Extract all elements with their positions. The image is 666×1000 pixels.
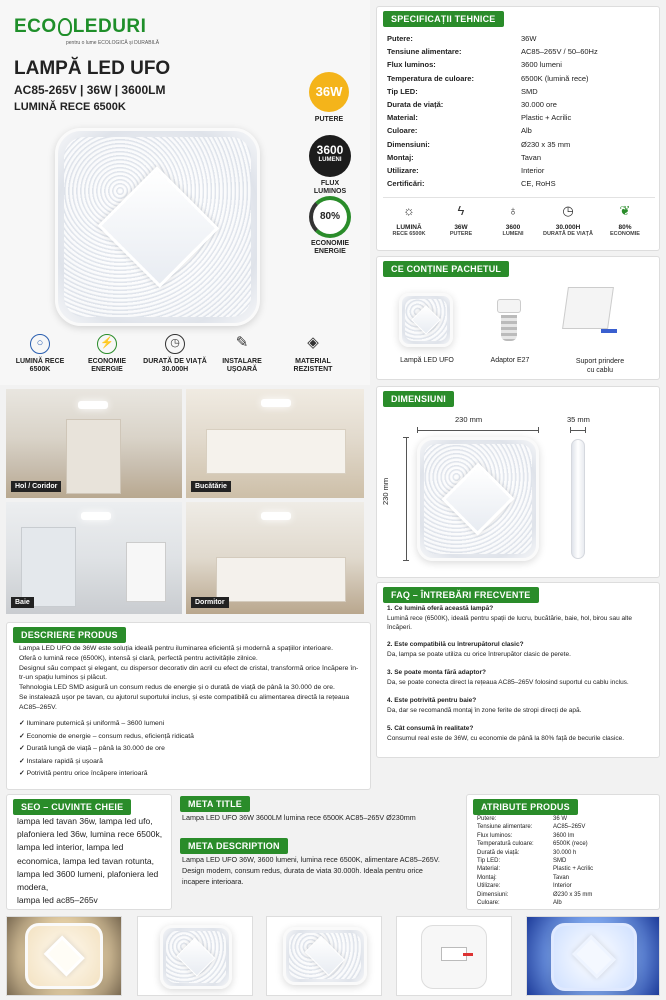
leaf-icon: ❦ [619,203,631,218]
description-card [6,622,371,790]
attribute-row [477,816,647,824]
attribute-key: Durată de viață: [477,849,520,856]
attribute-key: Putere: [477,816,497,822]
meta-description-line: incapere interioara. [182,877,244,887]
spec-row [387,153,647,165]
description-bullet [19,719,164,727]
spec-icon-value: 80% [618,224,632,231]
faq-question: 1. Ce lumină oferă această lampă? [387,605,494,612]
spec-value: 30.000 ore [521,100,557,109]
flux-badge-label [304,180,356,196]
power-badge [309,72,349,112]
spec-row [387,166,647,178]
dim-width-line [417,427,539,433]
package-label-bracket-line2: cu cablu [586,367,614,375]
description-bullet [19,732,194,740]
meta-description-header: META DESCRIPTION [180,838,288,854]
description-bullet [19,769,148,777]
hero-lamp-image [55,128,260,326]
faq-question: 3. Se poate monta fără adaptor? [387,669,486,676]
leaf-icon: ⚡ [97,334,117,354]
spec-icon-eco [597,201,653,237]
dimensions-card [376,386,660,578]
attribute-value: AC85–265V [553,824,586,831]
spec-icon-label: DURATĂ DE VIAȚĂ [542,231,593,238]
feature-line2: ENERGIE [91,366,123,374]
spec-value: 3600 lumeni [521,60,562,70]
attribute-value: 36 W [553,816,568,822]
faq-answer: Lumină rece (6500K), ideală pentru spații de lucru, bucătărie, baie, hol, birou sau alte încăperi. [387,615,632,631]
package-lamp-image [399,293,453,347]
seo-keywords [17,815,167,907]
package-label-adaptor: Adaptor E27 [490,357,530,364]
attribute-key: Flux luminos: [477,832,513,839]
eco-badge [309,196,351,238]
attribute-key: Dimensiuni: [477,891,509,898]
clock-icon: ◷ [562,203,574,218]
bulb-icon: ○ [30,334,50,354]
description-header: DESCRIERE PRODUS [13,627,126,643]
spec-row [387,34,647,46]
spec-value: Plastic + Acrilic [521,113,572,123]
feature-material [278,334,348,375]
bullet-text: Durată lungă de viață – până la 30.000 de ore [26,745,165,752]
spec-icon-label: ECONOMIE [610,231,640,238]
faq-answer: Da, lampa se poate utiliza cu orice întrerupător clasic de perete. [387,651,571,658]
spec-value: 6500K (lumină rece) [521,73,589,83]
attribute-row [477,892,647,900]
brand-name-part1: ECO [14,16,57,37]
spec-value: SMD [521,86,538,96]
spec-value: CE, RoHS [521,179,556,189]
attribute-key: Tensiune alimentare: [477,824,533,831]
attribute-row [477,875,647,883]
package-label-bracket-line1: Suport prindere [575,358,625,365]
clock-icon: ◷ [165,334,185,354]
description-paragraph: AC85–265V. [19,703,57,711]
feature-line2: REZISTENT [293,366,333,374]
package-label-lamp: Lampă LED UFO [400,357,454,364]
adaptor-e27-image [497,299,521,343]
spec-icon-value: 3600 [505,224,521,231]
seo-keyword-line: economica, lampa led tavan rotunta, [17,855,155,866]
spec-key: Temperatura de culoare: [387,73,474,83]
spec-icon-label: RECE 6500K [392,231,426,238]
dim-height-line [403,437,409,561]
spec-icon-lumen [485,201,541,237]
attribute-row [477,858,647,866]
description-bullet [19,744,165,752]
spec-icon-cold [381,201,437,237]
attribute-row [477,850,647,858]
seo-card [6,794,172,910]
package-label-bracket [555,357,645,375]
attributes-header: ATRIBUTE PRODUS [473,799,578,815]
check-icon: ✓ [19,732,27,740]
feature-line1: ECONOMIE [87,358,127,365]
room-photo-bedroom [186,502,364,614]
spec-row [387,140,647,152]
spec-icon-value: LUMINĂ [396,224,422,231]
spec-key: Tip LED: [387,86,418,96]
spec-icon-value: 30.000H [555,224,581,231]
flux-label-line1: FLUX [320,180,340,187]
check-icon: ✓ [19,770,27,777]
dimensions-lamp-side [571,439,585,559]
room-label: Dormitor [191,597,229,608]
spec-icon-power [433,201,489,237]
spec-icon-label: LUMENI [502,231,524,238]
dim-depth-line [570,427,586,433]
product-title: LAMPĂ LED UFO [14,58,171,79]
brand-logo [14,16,146,38]
spec-value: Interior [521,166,545,175]
attributes-card [466,794,660,910]
bolt-icon: ϟ [457,203,465,218]
attribute-value: 30.000 h [553,849,577,856]
attribute-row [477,824,647,832]
shield-icon: ◈ [307,334,319,351]
spec-key: Material: [387,113,418,123]
eco-label-line1: ECONOMIE [310,240,350,247]
package-card [376,256,660,380]
spec-row [387,47,647,59]
spec-value: Ø230 x 35 mm [521,139,571,149]
faq-question: 2. Este compatibilă cu întrerupătorul clasic? [387,641,524,648]
meta-description-line: Design modern, consum redus, durata de viata 30.000h. Ideala pentru orice [182,866,423,876]
feature-lifetime [140,334,210,375]
attribute-value: Tavan [553,874,570,881]
room-label: Baie [11,597,34,608]
feature-cold-light [5,334,75,375]
spec-value: 36W [521,34,537,43]
attribute-value: 3600 lm [553,832,575,839]
description-paragraph: Lampa LED UFO de 36W este soluția ideală pentru iluminarea eficientă și modernă a spațiilor interioare. [19,645,333,652]
room-label: Hol / Coridor [11,481,61,492]
faq-question: 4. Este potrivită pentru baie? [387,697,477,704]
bullet-text: Iluminare puternică și uniformă – 3600 lumeni [26,720,165,727]
power-badge-label: PUTERE [314,116,344,123]
spec-key: Durata de viață: [387,100,444,109]
meta-description [182,854,457,887]
spec-icon-label: PUTERE [449,231,473,238]
bullet-text: Economie de energie – consum redus, eficiență ridicată [26,732,194,740]
faq-header: FAQ – ÎNTREBĂRI FRECVENTE [383,587,539,603]
product-light: LUMINĂ RECE 6500K [14,101,126,113]
dimensions-lamp-front [417,437,539,561]
room-photo-hallway [6,389,182,498]
bullet-text: Instalare rapidă și ușoară [26,757,103,765]
faq-answer: Da, se poate conecta direct la rețeaua AC85–265V folosind suportul cu cablu inclus. [387,679,629,686]
brand-tagline: pentru o lume ECOLOGICĂ și DURABILĂ [66,40,160,46]
attribute-key: Material: [477,866,501,873]
thumbnail-warm-glow[interactable] [6,916,122,996]
room-label: Bucătărie [191,481,231,492]
thumbnail-cold-glow[interactable] [526,916,660,996]
logo-bulb-icon [58,18,72,36]
meta-title: Lampa LED UFO 36W 3600LM lumina rece 6500K AC85–265V Ø230mm [182,813,416,822]
bracket-cable [601,329,617,333]
attribute-key: Montaj: [477,874,497,881]
specs-card [376,6,660,251]
spec-key: Montaj: [387,152,414,162]
description-paragraph: Se instalează ușor pe tavan, cu ajutorul suportului inclus, și este compatibilă cu alimentarea directă la rețeaua [19,694,350,701]
dim-depth-label: 35 mm [567,415,590,424]
room-photo-kitchen [186,389,364,498]
attribute-key: Utilizare: [477,883,501,890]
spec-key: Putere: [387,34,413,43]
flux-badge-unit: LUMENI [318,157,342,163]
spec-row [387,100,647,112]
faq-question: 5. Cât consumă în realitate? [387,725,474,732]
description-paragraph: Oferă o lumină rece (6500K), intensă și clară, perfectă pentru activitățile zilnice. [19,654,258,662]
feature-energy [72,334,142,375]
attribute-row [477,866,647,874]
attribute-value: Interior [553,883,572,890]
seo-keyword-line: lampa led ac85–265v [17,895,98,906]
check-icon: ✓ [19,745,27,752]
spec-row [387,74,647,86]
attribute-value: Alb [553,900,562,906]
spec-key: Dimensiuni: [387,139,430,149]
spec-row [387,60,647,72]
attribute-row [477,883,647,891]
product-subtitle: AC85-265V | 36W | 3600LM [14,83,166,97]
description-bullet [19,757,103,765]
spec-icon-life [535,201,601,237]
attribute-row [477,833,647,841]
thumbnail-front[interactable] [137,916,253,996]
faq-answer: Consumul real este de 36W, cu economie de până la 80% față de becurile clasice. [387,735,625,742]
faq-card [376,582,660,758]
meta-description-line: Lampa LED UFO 36W, 3600 lumeni, lumina rece 6500K, alimentare AC85–265V. [182,855,440,864]
spec-key: Utilizare: [387,166,419,175]
sun-icon: ☼ [403,203,415,218]
thumbnail-angle[interactable] [266,916,382,996]
attribute-value: Plastic + Acrilic [553,866,594,873]
description-paragraph: tr-un spațiu luminos și plăcut. [19,674,108,682]
meta-block [178,794,460,910]
feature-line1: DURATĂ DE VIAȚĂ [143,358,207,365]
package-header: CE CONȚINE PACHETUL [383,261,509,277]
dim-height-label: 230 mm [381,477,390,505]
mount-bracket-image [562,287,614,329]
thumbnail-back[interactable] [396,916,512,996]
flux-badge [309,135,351,177]
specs-header: SPECIFICAȚII TEHNICE [383,11,504,27]
wrench-icon: ✎ [235,334,249,351]
meta-title-header: META TITLE [180,796,250,812]
spec-key: Culoare: [387,126,418,136]
feature-line1: MATERIAL [295,358,331,365]
attribute-key: Temperatură culoare: [477,841,534,848]
spec-key: Tensiune alimentare: [387,47,462,57]
feature-line1: INSTALARE [222,358,262,365]
seo-header: SEO – CUVINTE CHEIE [13,799,131,815]
spec-row [387,87,647,99]
attribute-value: Ø230 x 35 mm [553,891,593,898]
spec-icon-value: 36W [454,224,468,231]
flux-badge-value: 3600 [316,143,344,157]
feature-install [207,334,277,375]
seo-keyword-line: lampa led tavan 36w, lampa led ufo, [17,816,153,826]
faq-answer: Da, dar se recomandă montaj în zone ferite de stropi direcți de apă. [387,707,582,714]
feature-line2: 6500K [29,366,51,374]
spec-key: Certificări: [387,179,425,189]
attribute-row [477,900,647,908]
check-icon: ✓ [19,757,27,765]
feature-line2: 30.000H [161,366,189,374]
feature-line2: UȘOARĂ [226,366,258,374]
spec-value: Tavan [521,152,542,162]
spec-key: Flux luminos: [387,60,436,70]
attribute-key: Culoare: [477,900,500,906]
attribute-row [477,841,647,849]
power-badge-value: 36W [315,84,343,99]
eco-label-line2: ENERGIE [314,248,346,256]
seo-keyword-line: lampa led 3600 lumeni, plafoniera led modera, [17,868,159,892]
feature-line1: LUMINĂ RECE [15,358,65,365]
flux-label-line2: LUMINOS [313,188,347,196]
seo-keyword-line: plafoniera led 36w, lumina rece 6500k, [17,829,163,840]
bullet-text: Potrivită pentru orice încăpere interioară [26,770,148,777]
attribute-key: Tip LED: [477,858,501,864]
eco-badge-value: 80% [319,211,340,222]
description-paragraph: Tehnologia LED SMD asigură un consum redus de energie și o durată de viață de până la 30.000 de ore. [19,684,335,692]
attribute-value: SMD [553,858,567,864]
dim-width-label: 230 mm [455,415,483,424]
room-photo-bathroom [6,502,182,614]
spec-row [387,179,647,191]
bulb-icon: ♁ [508,203,518,218]
attribute-value: 6500K (rece) [553,841,588,848]
spec-row [387,113,647,125]
description-paragraph: Designul său compact și elegant, cu dispersor decorativ din acril cu efect de cristal, transformă orice încăpere în- [19,664,359,672]
dimensions-header: DIMENSIUNI [383,391,454,407]
spec-row [387,126,647,138]
spec-value: Alb [521,126,532,136]
seo-keyword-line: lampa led interior, lampa led [17,842,124,853]
brand-name-part2: LEDURI [72,16,147,37]
check-icon: ✓ [19,720,27,727]
eco-badge-label [302,240,358,256]
spec-value: AC85–265V / 50–60Hz [521,47,598,57]
